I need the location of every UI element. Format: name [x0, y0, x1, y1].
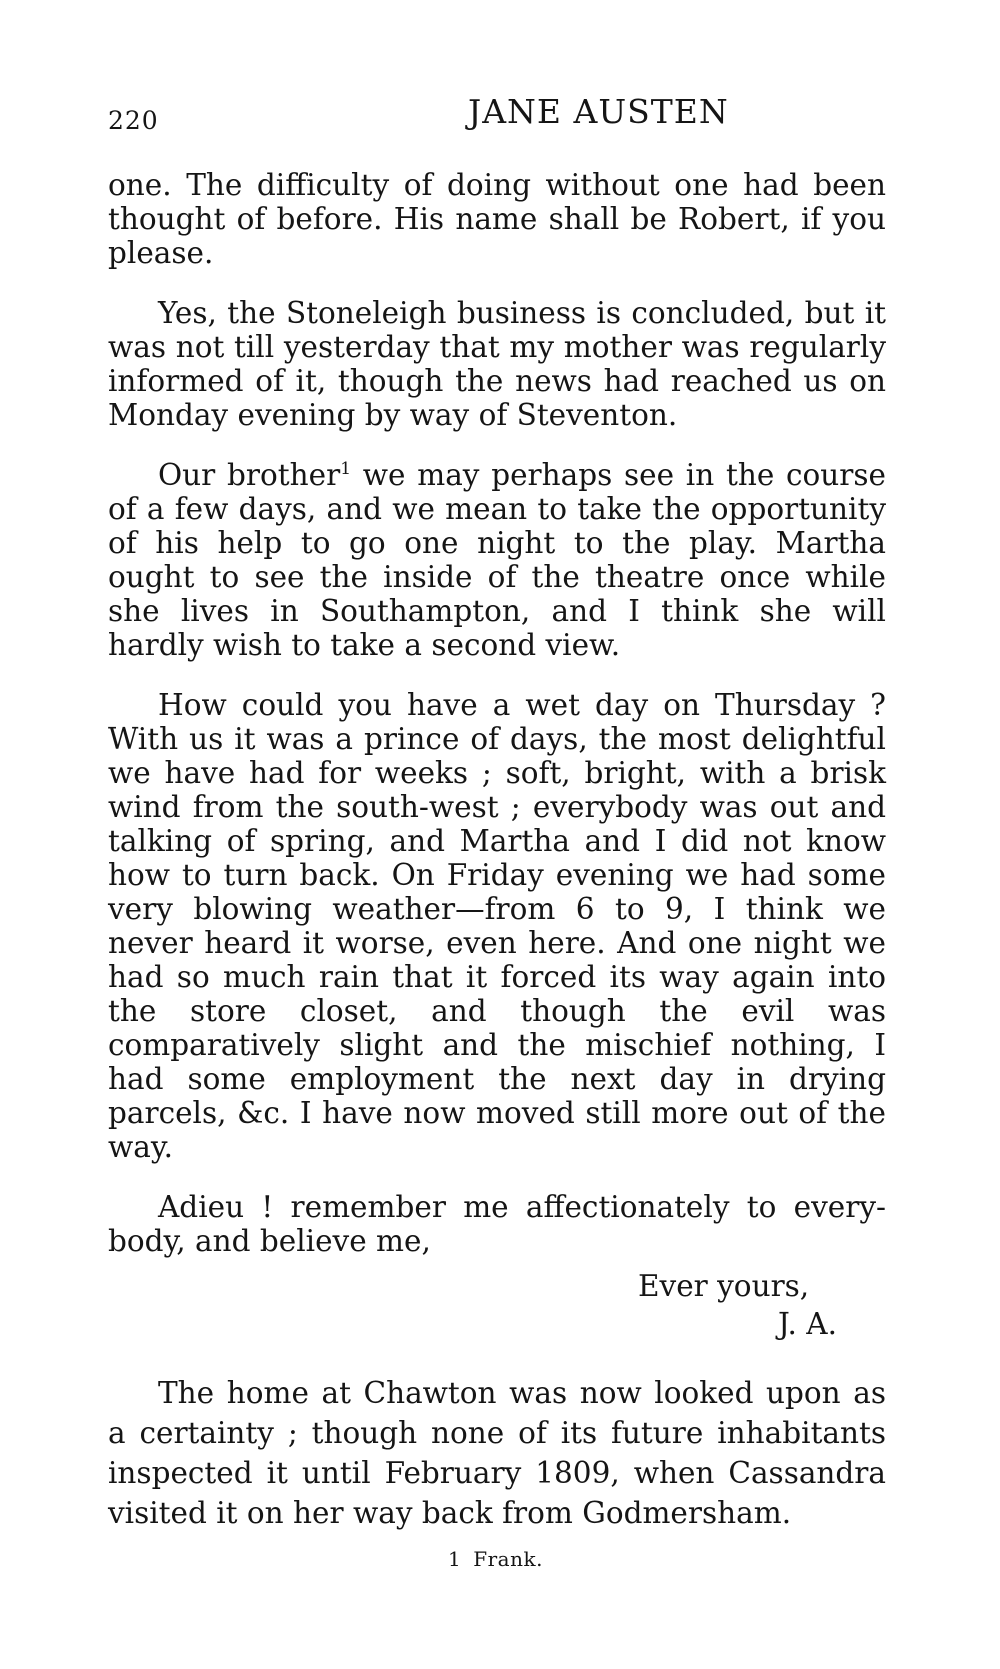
- footnote: [448, 1547, 543, 1571]
- running-title: JANE AUSTEN: [468, 92, 729, 131]
- paragraph-3-rest: we may perhaps see in the course of a few days, and we mean to take the opportunity of his help to go one night to the play. Martha ought to see the inside of the theatre once while she lives in Southampton, and I think she will hardly wish to take a second view.: [108, 458, 886, 662]
- page-number: 220: [108, 106, 159, 135]
- paragraph-2: Yes, the Stoneleigh business is concluded, but it was not till yesterday that my mother was regularly informed of it, though the news had reached us on Monday evening by way of Steventon.: [108, 296, 886, 432]
- paragraph-3: [108, 458, 886, 662]
- footnote-reference: 1: [340, 459, 352, 480]
- letter-body: [108, 168, 886, 1270]
- letter-closing: [108, 1268, 886, 1348]
- paragraph-3-start: Our brother: [158, 458, 341, 492]
- signature: J. A.: [778, 1307, 837, 1341]
- footnote-text: Frank.: [473, 1547, 543, 1571]
- footnote-mark: 1: [448, 1547, 462, 1571]
- paragraph-1: one. The difficulty of doing without one had been thought of before. His name shall be Robert, if you please.: [108, 168, 886, 270]
- narrative-paragraph: The home at Chawton was now looked upon as a certainty ; though none of its future inhabitants inspected it until February 1809, when Cassandra visited it on her way back from Godmersham.: [108, 1376, 886, 1530]
- paragraph-5: Adieu ! remember me affectionately to everybody, and believe me,: [108, 1190, 886, 1258]
- page-header: [108, 92, 888, 142]
- paragraph-4: How could you have a wet day on Thursday ? With us it was a prince of days, the most delightful we have had for weeks ; soft, bright, with a brisk wind from the south-west ; everybody was out and talking of spring, and Martha and I did not know how to turn back. On Friday evening we had some very blowing weather—from 6 to 9, I think we never heard it worse, even here. And one night we had so much rain that it forced its way again into the store closet, and though the evil was comparatively slight and the mischief nothing, I had some employment the next day in drying parcels, &c. I have now moved still more out of the way.: [108, 688, 886, 1164]
- valediction: Ever yours,: [638, 1269, 810, 1303]
